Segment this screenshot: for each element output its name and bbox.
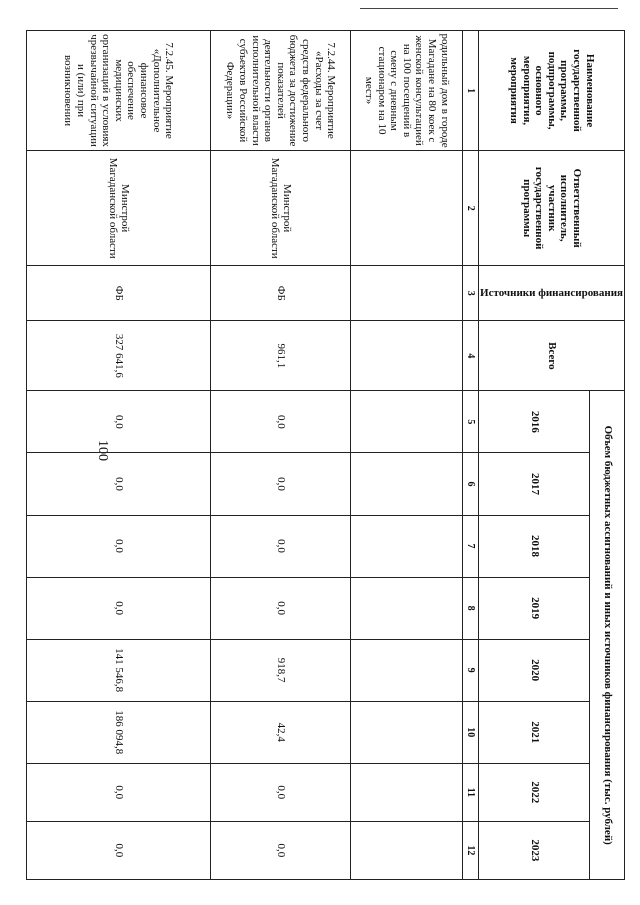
- row-value: [351, 515, 463, 577]
- row-name: 7.2.45. Мероприятие «Дополнительное финансовое обеспечение медицинских организаций в условиях чрезвычайной ситуации и (или) при возникновении: [27, 31, 211, 151]
- funding-table: [26, 30, 625, 880]
- row-value: [351, 453, 463, 515]
- row-name: родильный дом в городе Магадане на 80 коек с женской консультацией на 100 посещений в смену с дневным стационаром на 10 мест»: [351, 31, 463, 151]
- col-number: 9: [463, 639, 479, 701]
- rotated-table-wrapper: [55, 30, 625, 880]
- header-funding-group: Объем бюджетных ассигнований и иных источников финансирования (тыс. рублей): [590, 391, 625, 880]
- row-executor: [351, 151, 463, 266]
- table-row: [351, 31, 463, 880]
- row-value: 0,0: [211, 763, 351, 821]
- row-value: [351, 701, 463, 763]
- row-value: 0,0: [27, 515, 211, 577]
- row-value: [351, 763, 463, 821]
- row-value: 0,0: [27, 453, 211, 515]
- header-source: [479, 266, 625, 321]
- col-number: 3: [463, 266, 479, 321]
- row-value: [351, 639, 463, 701]
- col-number: 11: [463, 763, 479, 821]
- row-value: 0,0: [211, 453, 351, 515]
- row-executor: Минстрой Магаданской области: [211, 151, 351, 266]
- row-value: [351, 821, 463, 879]
- col-number: 2: [463, 151, 479, 266]
- row-value: 0,0: [211, 515, 351, 577]
- table-row: [211, 31, 351, 880]
- col-number: 6: [463, 453, 479, 515]
- row-value: 186 094,8: [27, 701, 211, 763]
- header-total: Всего: [479, 321, 625, 391]
- row-value: 0,0: [27, 577, 211, 639]
- row-value: 0,0: [211, 577, 351, 639]
- column-number-row: [463, 31, 479, 880]
- year-header: 2017: [479, 453, 590, 515]
- row-value: 0,0: [27, 821, 211, 879]
- header-name: Наименование государственной программы, подпрограммы, основного мероприятия, мероприятия: [479, 31, 625, 151]
- header-executor: Ответственный исполнитель, участник государственной программы: [479, 151, 625, 266]
- col-number: 7: [463, 515, 479, 577]
- year-header: 2022: [479, 763, 590, 821]
- col-number: 8: [463, 577, 479, 639]
- year-header: 2020: [479, 639, 590, 701]
- row-total: 327 641,6: [27, 321, 211, 391]
- year-header: 2021: [479, 701, 590, 763]
- row-source: ФБ: [211, 266, 351, 321]
- year-header: 2019: [479, 577, 590, 639]
- row-value: 141 546,8: [27, 639, 211, 701]
- row-total: [351, 321, 463, 391]
- row-value: 0,0: [211, 821, 351, 879]
- header-source-text: Источники финансирования: [480, 286, 623, 299]
- row-value: [351, 391, 463, 453]
- col-number: 5: [463, 391, 479, 453]
- row-value: [351, 577, 463, 639]
- row-value: 0,0: [211, 391, 351, 453]
- col-number: 1: [463, 31, 479, 151]
- row-value: 42,4: [211, 701, 351, 763]
- row-executor: Минстрой Магаданской области: [27, 151, 211, 266]
- row-name: 7.2.44. Мероприятие «Расходы за счет средств федерального бюджета за достижение показателей деятельности органов исполнительной власти субъектов Российской Федерации»: [211, 31, 351, 151]
- year-header: 2023: [479, 821, 590, 879]
- top-rule: [360, 8, 618, 9]
- row-value: 918,7: [211, 639, 351, 701]
- col-number: 12: [463, 821, 479, 879]
- year-header: 2016: [479, 391, 590, 453]
- row-value: 0,0: [27, 391, 211, 453]
- year-header: 2018: [479, 515, 590, 577]
- table-row: [27, 31, 211, 880]
- page-number: 100: [95, 440, 110, 461]
- col-number: 4: [463, 321, 479, 391]
- row-value: 0,0: [27, 763, 211, 821]
- row-total: 961,1: [211, 321, 351, 391]
- row-source: ФБ: [27, 266, 211, 321]
- row-source: [351, 266, 463, 321]
- col-number: 10: [463, 701, 479, 763]
